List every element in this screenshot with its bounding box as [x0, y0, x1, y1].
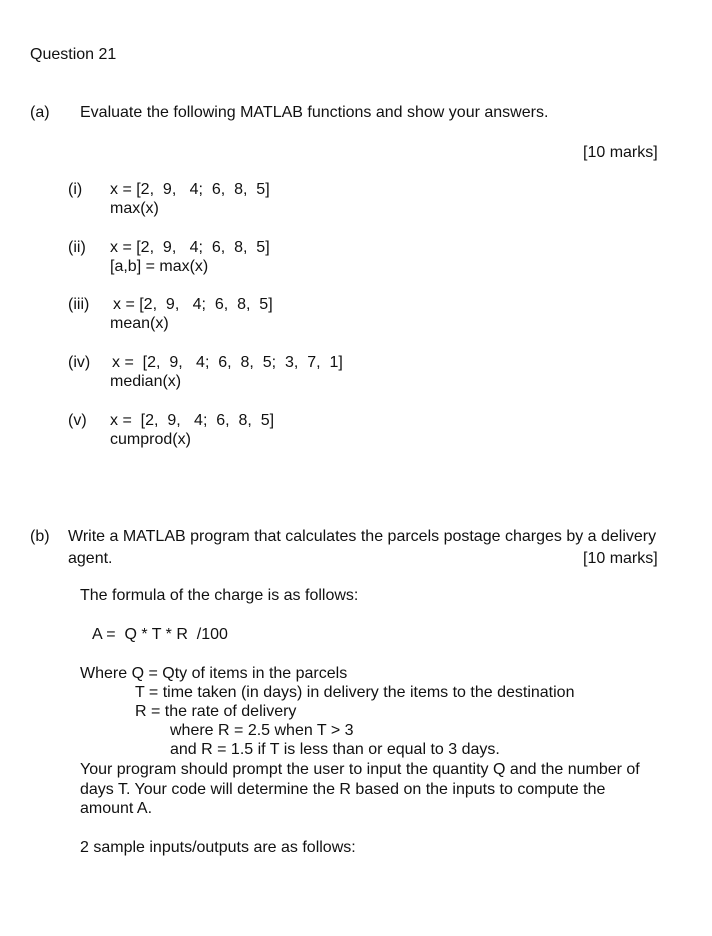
prompt-line1: Your program should prompt the user to input the quantity Q and the number of: [80, 761, 640, 778]
part-b-label: (b): [30, 528, 50, 545]
part-a-marks: [10 marks]: [583, 144, 658, 161]
prompt-line3: amount A.: [80, 800, 153, 817]
samples-heading: 2 sample inputs/outputs are as follows:: [80, 839, 356, 856]
where-r-condition1: where R = 2.5 when T > 3: [170, 722, 354, 739]
item-number: (ii): [68, 239, 86, 256]
item-number: (iv): [68, 354, 91, 371]
part-b-instruction-line1: Write a MATLAB program that calculates the parcels postage charges by a delivery: [68, 528, 657, 545]
item-code-line2: [a,b] = max(x): [110, 258, 209, 275]
item-number: (i): [68, 181, 83, 198]
where-r-condition2: and R = 1.5 if T is less than or equal to 3 days.: [170, 741, 500, 758]
item-code-line1: x = [2, 9, 4; 6, 8, 5]: [110, 412, 275, 429]
part-b-instruction-line2: agent.: [68, 550, 113, 567]
item-number: (v): [68, 412, 87, 429]
part-b-marks: [10 marks]: [583, 550, 658, 567]
item-code-line2: max(x): [110, 200, 159, 217]
item-code-line1: x = [2, 9, 4; 6, 8, 5]: [113, 296, 273, 313]
part-a-instruction: Evaluate the following MATLAB functions and show your answers.: [80, 104, 549, 121]
item-code-line1: x = [2, 9, 4; 6, 8, 5]: [110, 181, 270, 198]
item-number: (iii): [68, 296, 90, 313]
question-title: Question 21: [30, 46, 117, 63]
item-code-line2: cumprod(x): [110, 431, 191, 448]
formula-intro: The formula of the charge is as follows:: [80, 587, 359, 604]
where-t: T = time taken (in days) in delivery the items to the destination: [135, 684, 575, 701]
where-q: Where Q = Qty of items in the parcels: [80, 665, 348, 682]
formula: A = Q * T * R /100: [92, 626, 228, 643]
item-code-line1: x = [2, 9, 4; 6, 8, 5]: [110, 239, 270, 256]
item-code-line2: median(x): [110, 373, 182, 390]
part-a-label: (a): [30, 104, 50, 121]
prompt-line2: days T. Your code will determine the R based on the inputs to compute the: [80, 781, 606, 798]
item-code-line2: mean(x): [110, 315, 169, 332]
item-code-line1: x = [2, 9, 4; 6, 8, 5; 3, 7, 1]: [112, 354, 343, 371]
where-r: R = the rate of delivery: [135, 703, 297, 720]
